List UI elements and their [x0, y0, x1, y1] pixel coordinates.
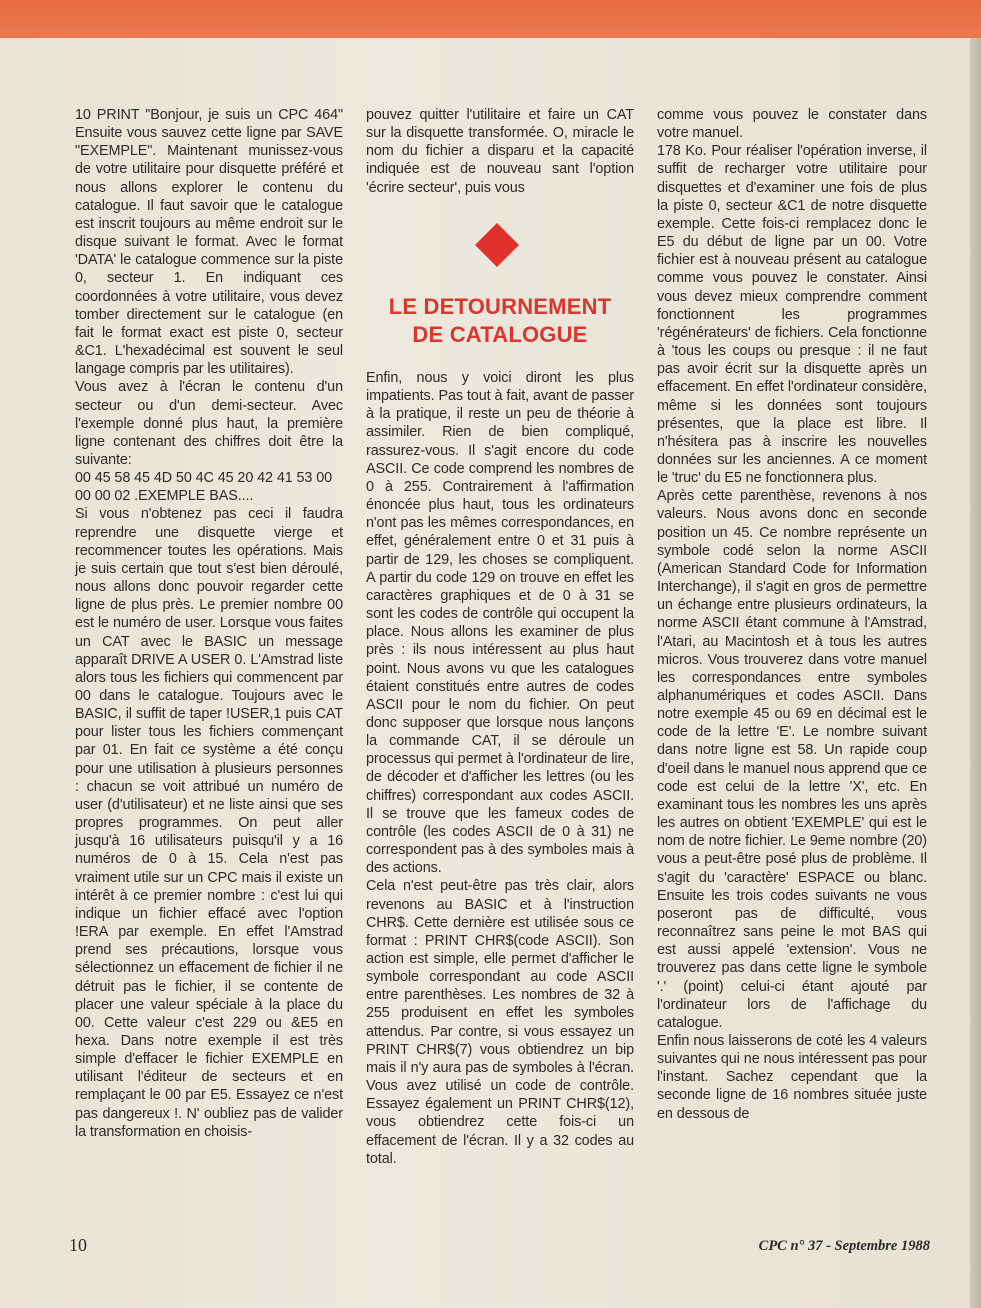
paragraph: Si vous n'obtenez pas ceci il faudra reprendre une disquette vierge et recommencer toutes les opérations. Mais je suis certain que tout s'est bien déroulé, nous allons donc pouvoir regarder cette ligne de plus près. Le premier nombre 00 est le numéro de user. Lorsque vous faites un CAT avec le BASIC un message apparaît DRIVE A USER 0. L'Amstrad liste alors tous les fichiers qui commencent par 00 dans le catalogue. Toujours avec le BASIC, il suffit de taper !USER,1 puis CAT pour lister tous les fichiers commençant par 01. En fait ce système a été conçu pour une utilisation à plusieurs personnes : chacun se voit attribué un numéro de user (d'utilisateur) et ne liste ainsi que ses propres programmes. On peut aller jusqu'à 16 utilisateurs puisqu'il y a 16 numéros de 0 à 15. Cela n'est pas vraiment utile sur un CPC mais il existe un intérêt à ce premier nombre : c'est lui qui indique un fichier effacé avec l'option !ERA par exemple. En effet l'Amstrad prend ses précautions, lorsque vous sélectionnez un effacement de fichier il ne détruit pas le fichier, il se contente de placer une valeur spéciale à la place du 00. Cette valeur c'est 229 ou &E5 en hexa. Dans notre exemple il est très simple d'effacer le fichier EXEMPLE en utilisant l'éditeur de secteurs et en remplaçant le 00 par E5. Essayez ce n'est pas dangereux !. N' oubliez pas de valider la transformation en choisis-	[75, 506, 343, 1140]
text-column-right	[657, 106, 927, 1123]
hex-dump-line: 00 45 58 45 4D 50 4C 45 20 42 41 53 00 00 00 02 .EXEMPLE BAS....	[75, 470, 333, 505]
text-column-left	[75, 106, 343, 1141]
paragraph: 10 PRINT "Bonjour, je suis un CPC 464" Ensuite vous sauvez cette ligne par SAVE "EXEMPLE". Maintenant munissez-vous de votre utilitaire pour disquette préféré et nous allons explorer le contenu du catalogue. Il faut savoir que le catalogue est inscrit toujours au même endroit sur le disque suivant le format. Avec le format 'DATA' le catalogue commence sur la piste 0, secteur 1. En indiquant ces coordonnées à votre utilitaire, vous devez tomber directement sur le catalogue (en fait le format exact est piste 0, secteur &C1. L'hexadécimal est souvent le seul langage compris par les utilitaires).	[75, 107, 343, 378]
page-edge-shadow	[970, 38, 981, 1308]
paragraph: Après cette parenthèse, revenons à nos valeurs. Nous avons donc en seconde position un 45. Ce nombre représente un symbole codé selon la norme ASCII (American Standard Code for Information Interchange), il s'agit en gros de permettre un échange entre plusieurs ordinateurs, la norme ASCII étant commune à l'Amstrad, l'Atari, au Macintosh et à tous les autres micros. Vous trouverez dans votre manuel les correspondances entre symboles alphanumériques et codes ASCII. Dans notre exemple 45 ou 69 en décimal est le code de la lettre 'E'. Le nombre suivant dans notre ligne est 58. Un rapide coup d'oeil dans le manuel nous apprend que ce code est celui de la lettre 'X', etc. En examinant tous les nombres les uns après les autres on obtient 'EXEMPLE' qui est le nom de notre fichier. Le 9eme nombre (20) vous a peut-être posé plus de problème. Il s'agit du 'caractère' ESPACE ou blanc. Ensuite les trois codes suivants ne vous poseront pas de difficulté, vous reconnaîtrez sans peine le mot BAS qui est aussi appelé 'extension'. Vous ne trouverez pas dans cette ligne le symbole '.' (point) celui-ci étant ajouté par l'ordinateur lors de l'affichage du catalogue.	[657, 488, 927, 1031]
paragraph: pouvez quitter l'utilitaire et faire un CAT sur la disquette transformée. O, miracle le nom du fichier a disparu et la capacité indiquée est de nouveau sant l'option 'écrire secteur', puis vous	[366, 107, 634, 196]
section-heading-line-2: DE CATALOGUE	[412, 322, 588, 347]
text-column-middle-bottom	[366, 369, 634, 1168]
paragraph: Vous avez à l'écran le contenu d'un secteur ou d'un demi-secteur. Avec l'exemple donné plus haut, la première ligne contenant des chiffres doit être la suivante:	[75, 379, 343, 468]
paragraph: Cela n'est peut-être pas très clair, alors revenons au BASIC et à l'instruction CHR$. Cette dernière est utilisée sous ce format : PRINT CHR$(code ASCII). Son action est simple, elle permet d'afficher le symbole correspondant au code ASCII entre parenthèses. Les nombres de 32 à 255 produisent en effet les symboles attendus. Par contre, si vous essayez un PRINT CHR$(7) vous obtiendrez un bip mais il n'y aura pas de symboles à l'écran. Vous avez utilisé un code de contrôle. Essayez également un PRINT CHR$(12), vous obtiendrez cette fois-ci un effacement de l'écran. Il y a 32 codes au total.	[366, 878, 634, 1167]
section-heading-line-1: LE DETOURNEMENT	[388, 294, 612, 319]
text-column-middle-top	[366, 106, 634, 197]
paragraph: Enfin, nous y voici diront les plus impatients. Pas tout à fait, avant de passer à la pratique, il reste un peu de théorie à assimiler. Rien de bien compliqué, rassurez-vous. Il s'agit encore du code ASCII. Ce code comprend les nombres de 0 à 255. Contrairement à l'affirmation énoncée plus haut, tous les ordinateurs n'ont pas les mêmes correspondances, en effet, généralement entre 0 et 31 puis à partir de 129, les choses se compliquent. A partir du code 129 on trouve en effet les caractères graphiques et de 0 à 31 se sont les codes de contrôle qui occupent la place. Nous allons les examiner de plus près : ils nous intéressent au plus haut point. Nous avons vu que les catalogues étaient constitués entre autres de codes ASCII pour le nom du fichier. On peut donc supposer que lorsque nous lançons la commande CAT, il se déroule un processus qui permet à l'ordinateur de lire, de décoder et d'afficher les lettres (ou les chiffres) correspondant aux codes ASCII. Il se trouve que les fameux codes de contrôle (les codes ASCII de 0 à 31) ne correspondent pas à des symboles mais à des actions.	[366, 370, 634, 877]
paragraph: Enfin nous laisserons de coté les 4 valeurs suivantes qui ne nous intéressent pas pour l'instant. Sachez cependant que la seconde ligne de 16 nombres située juste en dessous de	[657, 1032, 927, 1122]
red-diamond-icon	[475, 223, 519, 267]
paragraph: 178 Ko. Pour réaliser l'opération inverse, il suffit de recharger votre utilitaire pour disquettes et d'examiner une fois de plus la piste 0, secteur &C1 de notre disquette exemple. Cette fois-ci remplacez donc le E5 du début de ligne par un 00. Votre fichier est à nouveau présent au catalogue comme vous pouvez le constater. Ainsi vous devez mieux comprendre comment fonctionnent les programmes 'régénérateurs' de fichiers. Cela fonctionne à 'tous les coups ou presque : il ne faut pas avoir écrit sur la disquette après un effacement. En effet l'ordinateur considère, même si les données sont toujours présentes, que la place est libre. Il n'hésitera pas à inscrire les nouvelles données sur les anciennes. A ce moment le 'truc' du E5 ne fonctionnera plus.	[657, 143, 927, 487]
orange-top-band	[0, 0, 981, 38]
paragraph: comme vous pouvez le constater dans votre manuel.	[657, 107, 927, 142]
page-number: 10	[69, 1235, 87, 1255]
section-heading	[366, 293, 634, 349]
magazine-issue-footer: CPC n° 37 - Septembre 1988	[758, 1238, 930, 1254]
